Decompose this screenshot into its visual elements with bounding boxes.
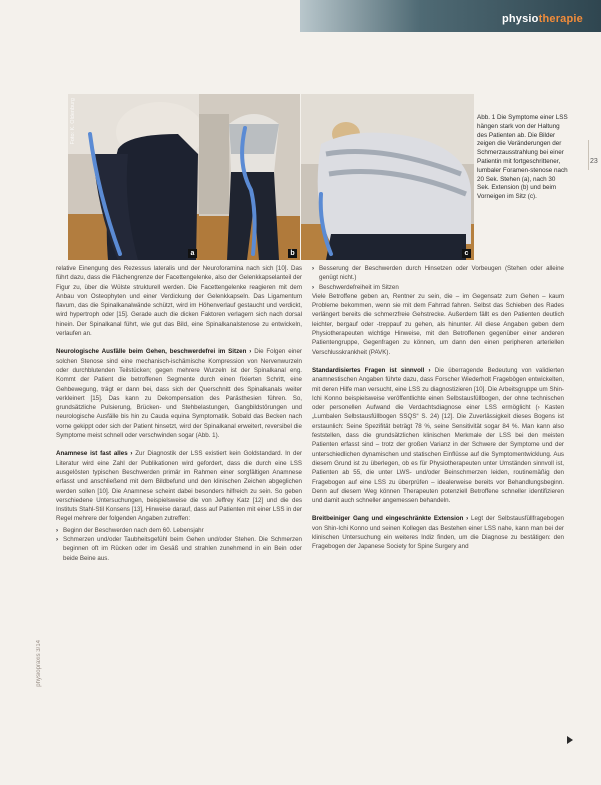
section-body: Die Folgen einer solchen Stenose sind eine mechanisch-ischämische Kompression von Nervenwurzeln oder durchblutenden Teilstücken; gegen mehrere Wurzeln ist der Spinalkanal eng. Kommt der Patient die betroffenen Segmente durch einen fixierten Schritt, eine Gehbewegung, trägt er dann bei, dass sich der Querschnitt des Spinalkanals weiter verkleinert [15]. Das kann zu Dekompensation des Parästhesien führen. So, grundsätzliche Pulsierung, Brücken- und Stehbelastungen, Gangbildstörungen und neurologische Ausfälle bis hin zu Cauda equina Symptomatik. Sobald das Becken nach vorne gekippt oder sich der Patient hinsetzt, wird der Spinalkanal erweitert, reversibel die Symptome meist schnell oder verschwinden sogar (Abb. 1). — [56, 348, 302, 440]
photo-c — [301, 94, 474, 260]
right-column — [312, 264, 564, 554]
section-anamnese — [56, 449, 302, 563]
section-body: Die überragende Bedeutung von validierten anamnestischen Angaben führte dazu, dass Forscher Wiederholt Fragebögen entwickelten, mit deren Hilfe man versucht, eine LSS zu diagnostizieren [10]. Die Arbeitsgruppe um Shin-Ichi Konno beispielsweise veröffentlichte einen Selbstausfüllbogen, der ohne technischen oder personellen Aufwand die Verdachtsdiagnose einer LSS ermöglicht (› Kasten „Lumbalen Selbstausfüllbogen SSQS“ S. 24) [12]. Die Zuverlässigkeit dieses Bogens ist erstaunlich: Seine Spezifität beträgt 78 %, seine Sensitivität sogar 84 %. Man kann also feststellen, dass die grundsätzlichen klinischen Merkmale der LSS bei den meisten Patienten erfasst sind – trotz der großen Varianz in der Schwere der Symptome und der unterschiedlichen dynamischen und statischen Einflüsse auf die Symptomentwicklung. Aus diesem Grund ist zu überlegen, ob es für Physiotherapeuten unter Umständen sinnvoll ist, Patienten ab 55, die unter LWS- und/oder Beinschmerzen leiden, routinemäßig den Fragebogen auf eine LSS zu überprüfen – idealerweise bereits vor Behandlungsbeginn. Denn auf diesem Weg können Therapeuten potenziell Betroffene schneller identifizieren und damit auch schneller angemessen behandeln. — [312, 366, 564, 505]
section-heading: Standardisiertes Fragen ist sinnvoll › — [312, 366, 431, 374]
section-heading: Anamnese ist fast alles › — [56, 450, 133, 458]
page-number: 23 — [590, 158, 598, 165]
list-item: › Beschwerdefreiheit im Sitzen — [312, 283, 564, 292]
section-body: Legt der Selbstausfüllfragebogen von Shin-Ichi Konno und seinen Kollegen das Bestehen einer LSS nahe, kann man bei der klinischen Untersuchung ein weiteres Indiz finden, um die Diagnose zu bestätigen: den Fragebogen der Japanese Society for Spine Surgery and — [312, 515, 564, 551]
section-heading: Neurologische Ausfälle beim Gehen, beschwerdefrei im Sitzen › — [56, 348, 252, 356]
photo-c-image — [301, 94, 474, 260]
section-body: Zur Diagnostik der LSS existiert kein Goldstandard. In der Literatur wird eine Zahl der Publikationen wird gefordert, dass die durch eine LSS ausgelösten typischen Beschwerden primär im Rahmen einer sorgfältigen Anamnese erfasst und anschließend mit dem Bildbefund und den klinischen Zeichen abgeglichen werden sollen [10]. Die Anamnese scheint dabei besonders hilfreich zu sein. So geben verschiedene Untersuchungen, beispielsweise die von Jeffrey Katz [12] und die des Instituts Stahl-Stil Konsens [13], Hinweise darauf, dass auf Patienten mit einer LSS in der Regel mehrere der folgenden Angaben zutreffen: — [56, 450, 303, 523]
section-standardisiertes-fragen — [312, 366, 564, 505]
symptom-list — [56, 526, 302, 563]
issue-label: physiopraxis 3/14 — [36, 640, 42, 687]
header-bar — [300, 0, 601, 32]
list-item: › Besserung der Beschwerden durch Hinsetzen oder Vorbeugen (Stehen oder alleine genügt nicht.) — [312, 264, 564, 283]
photo-label-c: c — [462, 249, 471, 258]
brand-logo — [502, 13, 583, 25]
section-heading: Breitbeiniger Gang und eingeschränkte Extension › — [312, 515, 469, 523]
left-column — [56, 264, 302, 563]
photo-label-a: a — [188, 249, 197, 258]
figure-caption: Abb. 1 Die Symptome einer LSS hängen stark von der Haltung des Patienten ab. Die Bilder zeigen die Veränderungen der Schmerzausstrahlung bei einer Patientin mit fortgeschrittener, lumbaler Foramen-stenose nach 20 Sek. Stehen (a), nach 30 Sek. Extension (b) und beim Vorneigen im Sitz (c). — [477, 114, 568, 201]
photo-b-image — [199, 94, 300, 260]
section-breitbeiniger-gang — [312, 514, 564, 551]
right-intro-paragraph: Viele Betroffene geben an, Rentner zu sein, die – im Gegensatz zum Gehen – kaum Probleme bekommen, wenn sie mit dem Fahrrad fahren. Selbst das Schieben des Rades verlängert bereits die schmerzfreie Gehstrecke. Außerdem fällt es den Patienten deutlich leichter, bergauf oder -treppauf zu gehen, als hinunter. All diese Angaben geben dem Physiotherapeuten wichtige Hinweise, mit den Betroffenen gegenüber einer anderen Patientengruppe, Gegenfragen zu können, um dann den einen peripheren arteriellen Verschlusskrankheit (PAVK). — [312, 292, 564, 356]
photo-credit: Foto: K. Oldenburg — [70, 98, 76, 145]
photo-label-b: b — [288, 249, 297, 258]
side-rule — [588, 140, 589, 170]
brand-part-physio: physio — [501, 13, 539, 25]
photo-a-image — [68, 94, 200, 260]
symptom-list-continued — [312, 264, 564, 292]
brand-part-therapie: therapie — [538, 13, 583, 25]
list-item: › Schmerzen und/oder Taubheitsgefühl beim Gehen und/oder Stehen. Die Schmerzen beginnen oft im Rücken oder im Gesäß und strahlen zunehmend in ein Bein oder beide Beine aus. — [56, 535, 302, 563]
section-neurologische-ausfaelle — [56, 347, 302, 440]
left-intro-paragraph: relative Einengung des Rezessus lateralis und der Neuroforamina nach sich [10]. Das führt dazu, dass die Flächengrenze der Facettengelenke, also der Gelenkkapselanteil der Figur zu, über die Wülste strukturell werden. Die Facettengelenke reagieren mit dem Anbau von Osteophyten und einer Verdickung der Gelenkkapseln. Das Ligamentum flavum, das die Spinalkanalwände schützt, wird im Höhenverlauf gestaucht und verdickt, wird hypertroph oder [15]. Gerade auch die dicken Faktoren verlagern sich nach dorsal hinein. Der Spinalkanal führt, wie gut das Bild, eine Spinalkanalstenose zu entwickeln, verlaufen an. — [56, 265, 302, 338]
continue-arrow-icon — [567, 736, 573, 744]
list-item: › Beginn der Beschwerden nach dem 60. Lebensjahr — [56, 526, 302, 535]
photo-a — [68, 94, 200, 260]
photo-b — [199, 94, 300, 260]
